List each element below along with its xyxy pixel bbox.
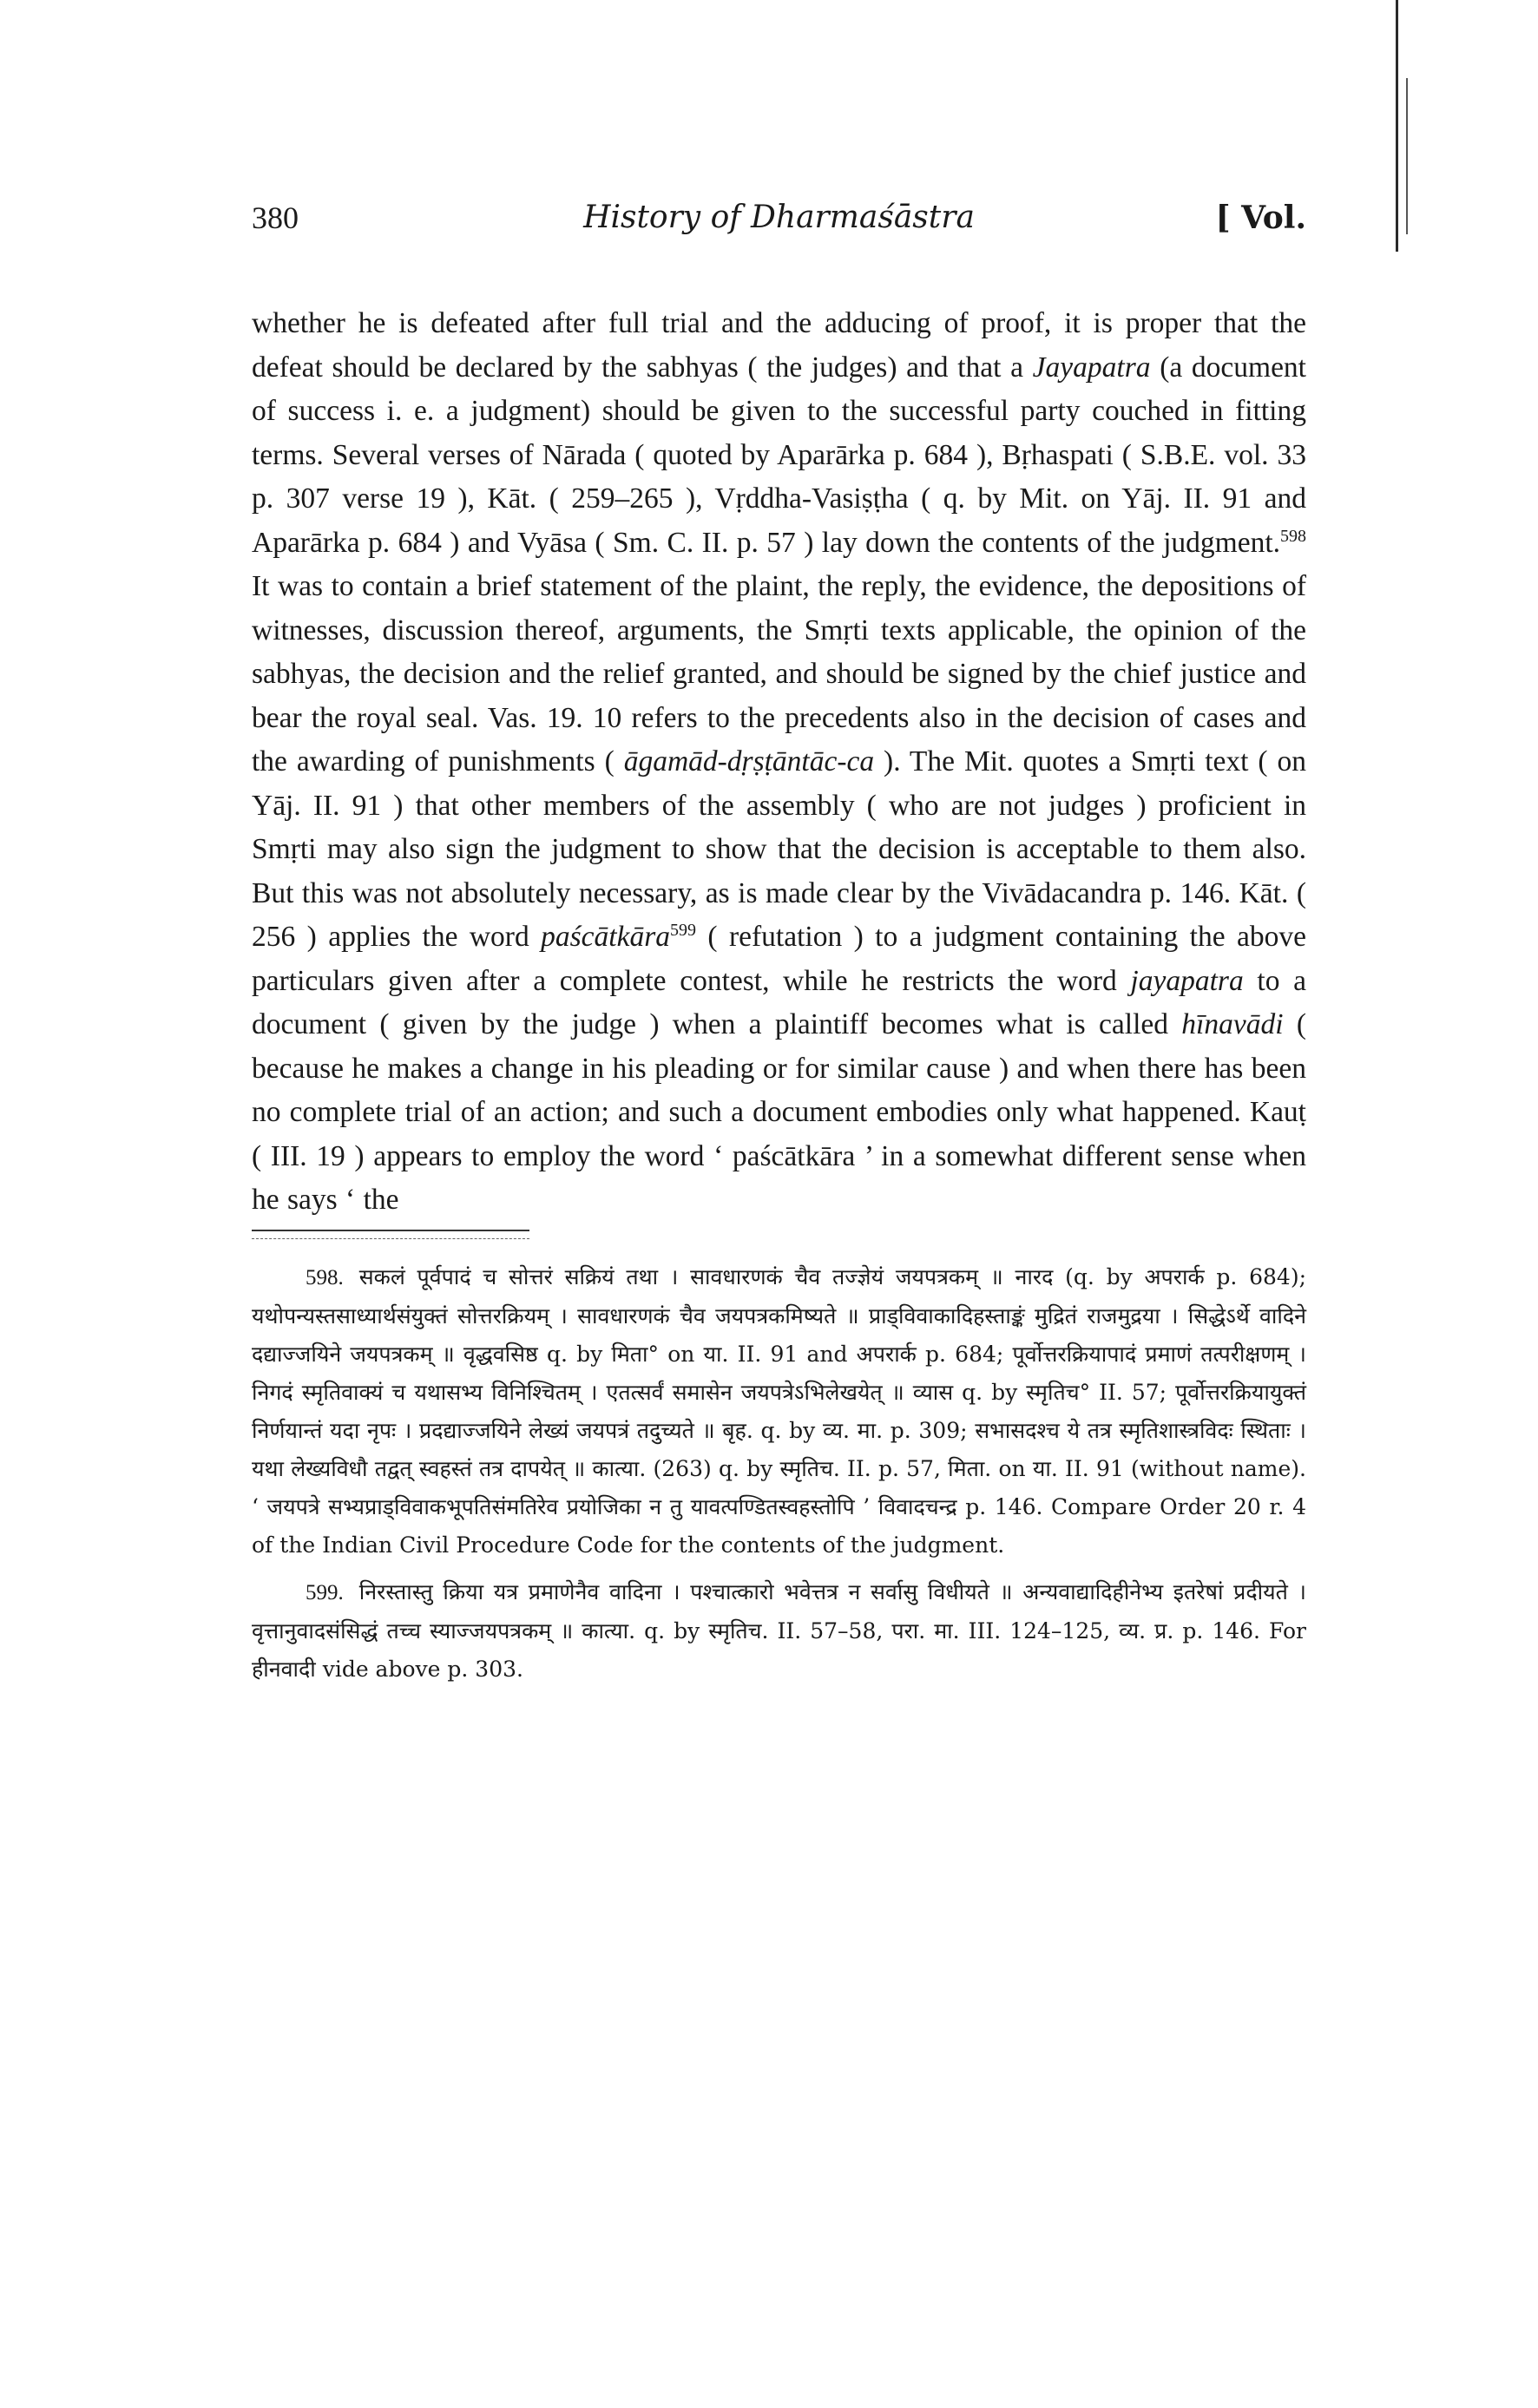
footnote-598 (252, 1258, 1306, 1565)
text-segment: ). The Mit. quotes a Smṛti text ( on Yāj. II. 91 ) that other members of the assembly ( who are not judges ) proficient in Smṛti may also sign the judgment to show that the decision is acceptable to them also. But this was not absolutely necessary, as is made clear by the Vivādacandra p. 146. Kāt. ( 256 ) applies the word (252, 745, 1307, 953)
text-segment: (a document of success i. e. a judgment) should be given to the successful party couched in fitting terms. Several verses of Nārada ( quoted by Aparārka p. 684 ), Bṛhaspati ( S.B.E. vol. 33 p. 307 verse 19 ), Kāt. ( 259–265 ), Vṛddha-Vasiṣṭha ( q. by Mit. on Yāj. II. 91 and Aparārka p. 684 ) and Vyāsa ( Sm. C. II. p. 57 ) lay down the contents of the judgment. (252, 351, 1306, 559)
scan-edge-mark (1396, 0, 1398, 252)
italic-term: hīnavādi (1181, 1008, 1284, 1040)
scan-edge-mark-secondary (1406, 78, 1408, 234)
italic-term: paścātkāra (541, 921, 670, 953)
footnote-ref-598[interactable]: 598 (1280, 526, 1306, 546)
footnote-text: सकलं पूर्वपादं च सोत्तरं सक्रियं तथा । सावधारणकं चैव तज्ज्ञेयं जयपत्रकम् ॥ नारद (q. by अपरार्क p. 684); यथोपन्यस्तसाध्यार्थसंयुक्तं सोत्तरक्रियम् । सावधारणकं चैव जयपत्रकमिष्यते ॥ प्राड्विवाकादिहस्ताङ्कं मुद्रितं राजमुद्रया । सिद्धेऽर्थे वादिने दद्याज्जयिने जयपत्रकम् ॥ वृद्धवसिष्ठ q. by मिता° on या. II. 91 and अपरार्क p. 684; पूर्वोत्तरक्रियापादं प्रमाणं तत्परीक्षणम् । निगदं स्मृतिवाक्यं च यथासभ्य विनिश्चितम् । एतत्सर्वं समासेन जयपत्रेऽभिलेखयेत् ॥ व्यास q. by स्मृतिच° II. 57; पूर्वोत्तरक्रियायुक्तं निर्णयान्तं यदा नृपः । प्रदद्याज्जयिने लेख्यं जयपत्रं तदुच्यते ॥ बृह. q. by व्य. मा. p. 309; सभासदश्च ये तत्र स्मृतिशास्त्रविदः स्थिताः । यथा लेख्यविधौ तद्वत् स्वहस्तं तत्र दापयेत् ॥ कात्या. (263) q. by स्मृतिच. II. p. 57, मिता. on या. II. 91 (without name). ‘ जयपत्रे सभ्यप्राड्विवाकभूपतिसंमतिरेव प्रयोजिका न तु यावत्पण्डितस्वहस्तोपि ’ विवादचन्द्र p. 146. Compare Order 20 r. 4 of the Indian Civil Procedure Code for the contents of the judgment. (252, 1263, 1306, 1558)
book-page (252, 200, 1306, 1697)
footnote-number: 599. (306, 1580, 344, 1604)
text-segment: ( because he makes a change in his pleading or for similar cause ) and when there has been no complete trial of an action; and such a document embodies only what happened. Kauṭ ( III. 19 ) appears to employ the word ‘ paścātkāra ’ in a somewhat different sense when he says ‘ the (252, 1008, 1306, 1216)
footnote-text: निरस्तास्तु क्रिया यत्र प्रमाणेनैव वादिना । पश्चात्कारो भवेत्तत्र न सर्वासु विधीयते ॥ अन्यवाद्यादिहीनेभ्य इतरेषां प्रदीयते । वृत्तानुवादसंसिद्धं तच्च स्याज्जयपत्रकम् ॥ कात्या. q. by स्मृतिच. II. 57–58, परा. मा. III. 124–125, व्य. प्र. p. 146. For हीनवादी vide above p. 303. (252, 1578, 1306, 1682)
footnote-divider (252, 1230, 529, 1239)
main-text (252, 302, 1306, 1223)
italic-term: āgamād-dṛṣṭāntāc-ca (623, 745, 875, 778)
footnote-599 (252, 1573, 1306, 1689)
italic-term: jayapatra (1130, 964, 1244, 997)
footnotes (252, 1258, 1306, 1689)
body-paragraph (252, 302, 1306, 1223)
text-segment: ( refutation ) to a judgment containing the above particulars given after a complete contest, while he restricts the word (252, 921, 1307, 997)
text-segment: to a document ( given by the judge ) when a plaintiff becomes what is called (252, 964, 1306, 1040)
page-header (252, 200, 1306, 252)
italic-term: Jayapatra (1032, 351, 1151, 384)
volume-label: [ Vol. (1215, 200, 1306, 236)
footnote-ref-599[interactable]: 599 (670, 920, 696, 940)
text-segment: It was to contain a brief statement of the plaint, the reply, the evidence, the depositions of witnesses, discussion thereof, arguments, the Smṛti texts applicable, the opinion of the sabhyas, the decision and the relief granted, and should be signed by the chief justice and bear the royal seal. Vas. 19. 10 refers to the precedents also in the decision of cases and the awarding of punishments ( (252, 570, 1306, 778)
text-segment: whether he is defeated after full trial and the adducing of proof, it is proper that the defeat should be declared by the sabhyas ( the judges) and that a (252, 307, 1306, 384)
running-title: History of Dharmaśāstra (583, 200, 975, 235)
page-number: 380 (252, 200, 299, 235)
footnote-number: 598. (306, 1265, 344, 1289)
